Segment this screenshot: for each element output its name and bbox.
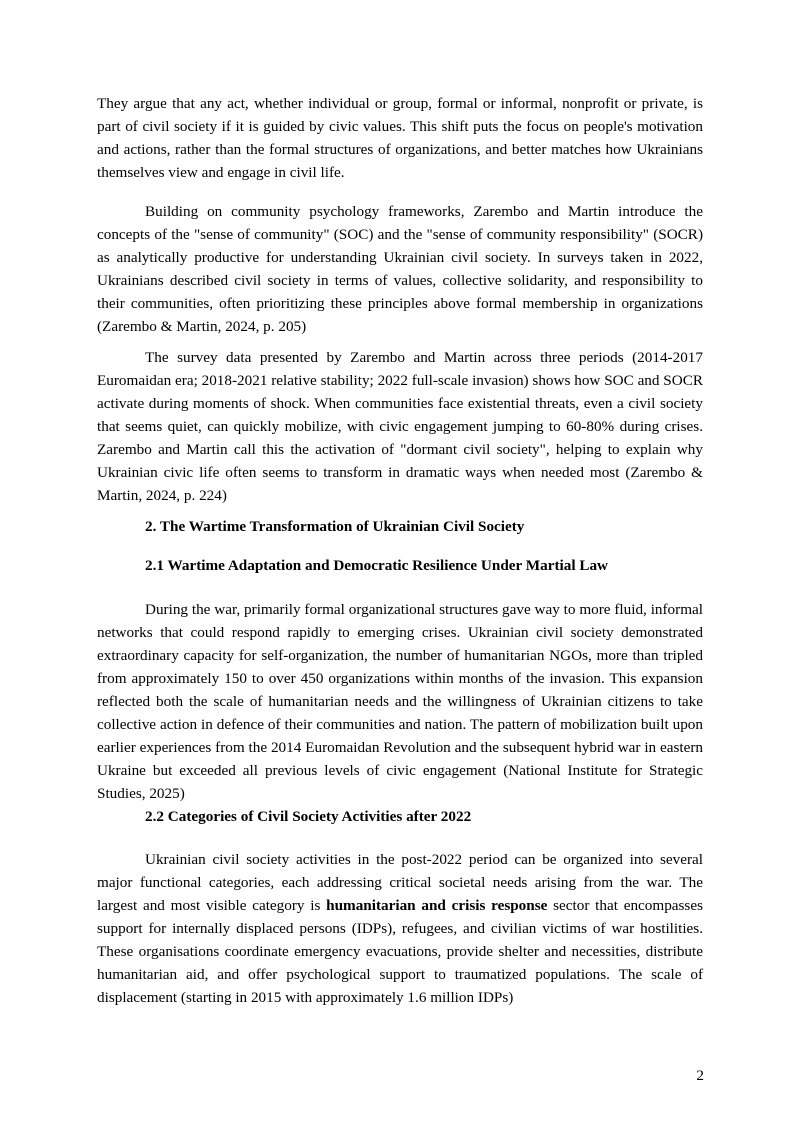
paragraph-4: During the war, primarily formal organizational structures gave way to more fluid, informal networks that could respond rapidly to emerging crises. Ukrainian civil society demonstrated extraordinary capacity for self-organization, the number of humanitarian NGOs, more than tripled from approximately 150 to over 450 organizations within months of the invasion. This expansion reflected both the scale of humanitarian needs and the willingness of Ukrainian citizens to take collective action in defence of their communities and nation. The pattern of mobilization built upon earlier experiences from the 2014 Euromaidan Revolution and the subsequent hybrid war in eastern Ukraine but exceeded all previous levels of civic engagement (National Institute for Strategic Studies, 2025) [97, 601, 703, 802]
paragraph-5 [97, 848, 703, 1009]
page-number: 2 [696, 1067, 704, 1084]
section-heading-2: 2. The Wartime Transformation of Ukrainian Civil Society [145, 518, 525, 535]
paragraph-5-bold-term: humanitarian and crisis response [326, 897, 548, 914]
paragraph-3: The survey data presented by Zarembo and Martin across three periods (2014-2017 Euromaidan era; 2018-2021 relative stability; 2022 full-scale invasion) shows how SOC and SOCR activate during moments of shock. When communities face existential threats, even a civil society that seems quiet, can quickly mobilize, with civic engagement jumping to 60-80% during crises. Zarembo and Martin call this the activation of "dormant civil society", helping to explain why Ukrainian civic life often seems to transform in dramatic ways when needed most (Zarembo & Martin, 2024, p. 224) [97, 349, 703, 504]
subsection-heading-2-1: 2.1 Wartime Adaptation and Democratic Resilience Under Martial Law [145, 557, 609, 574]
subsection-heading-2-2: 2.2 Categories of Civil Society Activities after 2022 [145, 808, 472, 825]
paragraph-5-text-start: Ukrainian civil society activities in the post-2022 period can be organized into several major functional categories, each addressing critical societal needs arising from the war. The largest and most visible category is [97, 851, 703, 914]
paragraph-5-text-end: sector that encompasses support for internally displaced persons (IDPs), refugees, and civilian victims of war hostilities. These organisations coordinate emergency evacuations, provide shelter and necessities, distribute humanitarian aid, and offer psychological support to traumatized populations. The scale of displacement (starting in 2015 with approximately 1.6 million IDPs) [97, 897, 703, 1006]
paragraph-1: They argue that any act, whether individual or group, formal or informal, nonprofit or private, is part of civil society if it is guided by civic values. This shift puts the focus on people's motivation and actions, rather than the formal structures of organizations, and better matches how Ukrainians themselves view and engage in civil life. [97, 95, 703, 181]
paragraph-2: Building on community psychology frameworks, Zarembo and Martin introduce the concepts of the "sense of community" (SOC) and the "sense of community responsibility" (SOCR) as analytically productive for understanding Ukrainian civil society. In surveys taken in 2022, Ukrainians described civil society in terms of values, collective solidarity, and responsibility to their communities, often prioritizing these principles above formal membership in organizations (Zarembo & Martin, 2024, p. 205) [97, 203, 703, 335]
